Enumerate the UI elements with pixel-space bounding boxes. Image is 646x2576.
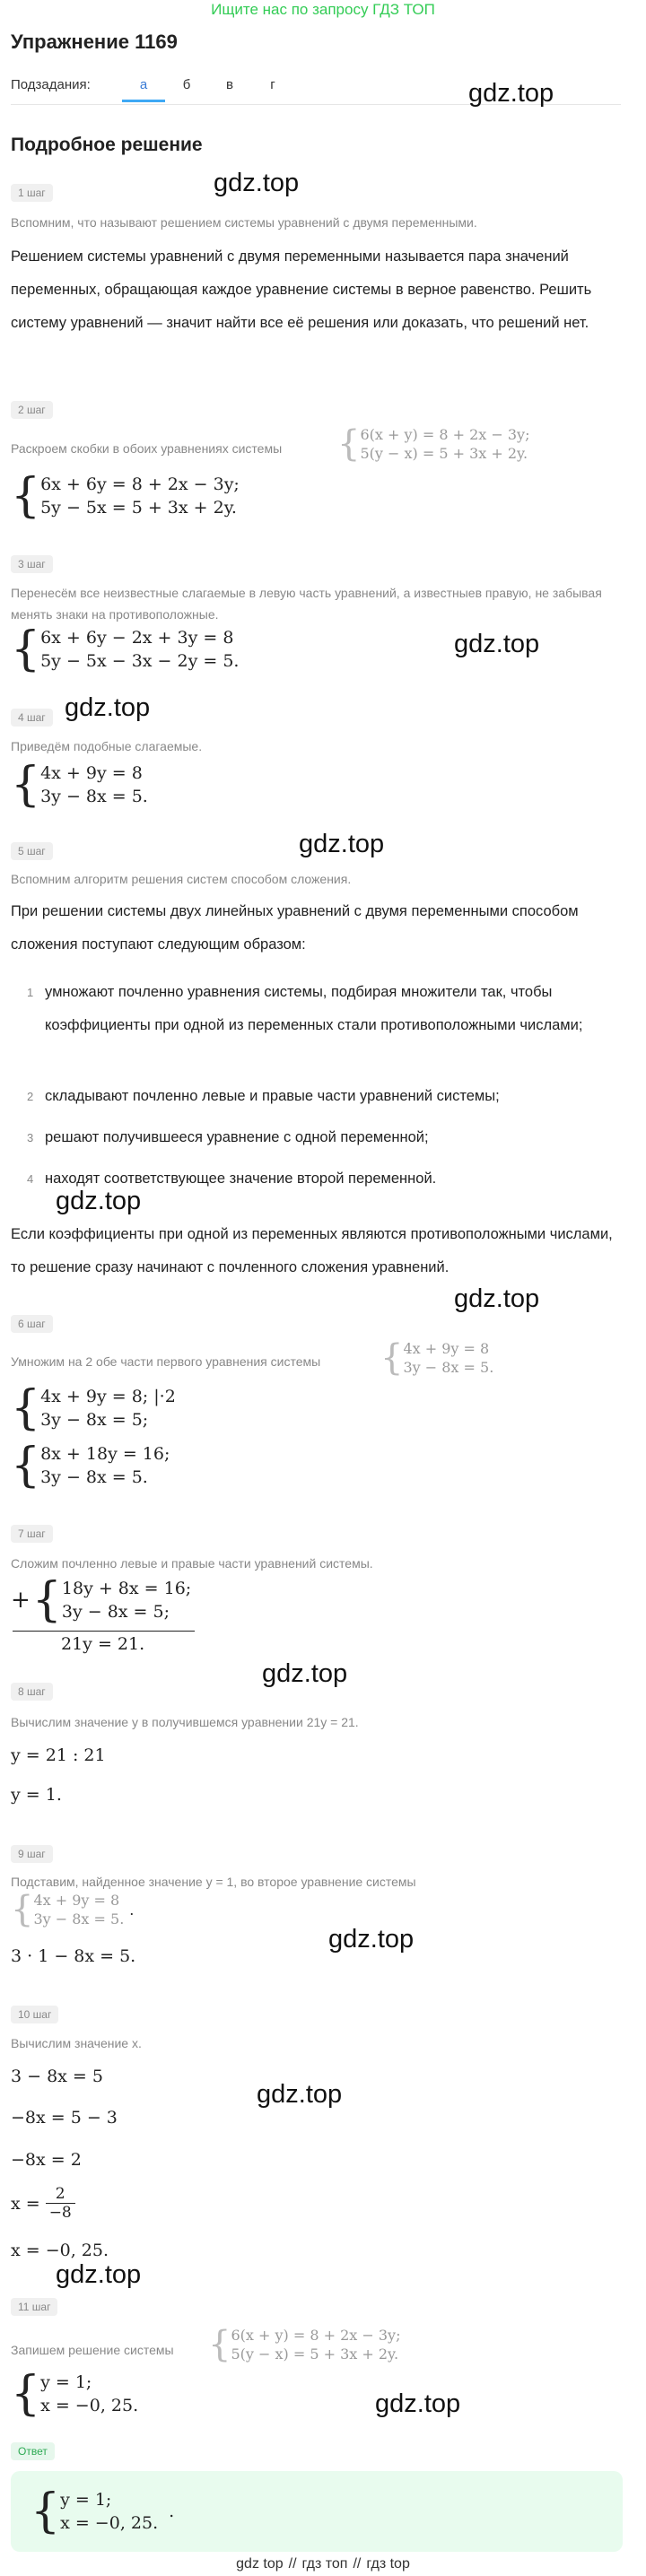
watermark: gdz.top: [299, 830, 385, 858]
step-badge: 3 шаг: [11, 555, 53, 573]
tab-a[interactable]: а: [122, 70, 165, 102]
step-badge: 2 шаг: [11, 401, 53, 419]
tab-g[interactable]: г: [270, 77, 275, 92]
result-system: { 8x + 18y = 16; 3y − 8x = 5.: [11, 1439, 170, 1493]
top-banner[interactable]: Ищите нас по запросу ГДЗ ТОП: [211, 1, 435, 18]
watermark: gdz.top: [375, 2389, 461, 2418]
step-badge: 9 шаг: [11, 1845, 53, 1863]
multiplied-system: { 4x + 9y = 8; |·2 3y − 8x = 5;: [11, 1381, 176, 1435]
given-system: { 4x + 9y = 8 3y − 8x = 5.: [380, 1337, 494, 1379]
equation-line: 3 − 8x = 5: [11, 2067, 103, 2086]
step-badge: 1 шаг: [11, 184, 53, 202]
watermark: gdz.top: [328, 1925, 415, 1954]
given-system: { 4x + 9y = 8 3y − 8x = 5. .: [11, 1889, 135, 1930]
solution-heading: Подробное решение: [11, 135, 203, 155]
step-hint: Запишем решение системы: [11, 2343, 174, 2357]
step-badge: 4 шаг: [11, 709, 53, 727]
equation-line: −8x = 5 − 3: [11, 2108, 118, 2128]
step-hint: Умножим на 2 обе части первого уравнения системы: [11, 1354, 321, 1369]
equation-line: y = 1.: [11, 1785, 62, 1805]
step-hint: Приведём подобные слагаемые.: [11, 739, 203, 753]
answer-badge: Ответ: [11, 2442, 55, 2460]
step-badge: 8 шаг: [11, 1683, 53, 1701]
equation-line: x = −0, 25.: [11, 2241, 109, 2260]
step-hint: Вычислим значение y в получившемся уравнении 21y = 21.: [11, 1715, 359, 1729]
solution-system: { y = 1; x = −0, 25.: [11, 2367, 139, 2421]
moved-system: { 6x + 6y − 2x + 3y = 8 5y − 5x − 3x − 2y = 5.: [11, 622, 240, 676]
step-hint: Перенесём все неизвестные слагаемые в левую часть уравнений, а известныев правую, не забывая менять знаки на противоположные.: [11, 586, 602, 622]
step-badge: 6 шаг: [11, 1315, 53, 1333]
step-hint: Сложим почленно левые и правые части уравнений системы.: [11, 1556, 373, 1571]
equation-line: y = 21 : 21: [11, 1745, 106, 1765]
page-title: Упражнение 1169: [11, 30, 178, 53]
subtasks-label: Подзадания:: [11, 77, 91, 92]
fraction-equation: x = $\frac{2}{-8}$: [11, 2185, 75, 2222]
step-hint: Вычислим значение x.: [11, 2036, 142, 2050]
expanded-system: { 6x + 6y = 8 + 2x − 3y; 5y − 5x = 5 + 3x + 2y.: [11, 469, 240, 523]
step-badge: 5 шаг: [11, 842, 53, 860]
tab-b[interactable]: б: [182, 77, 191, 92]
sum-result: 21y = 21.: [61, 1634, 145, 1654]
watermark: gdz.top: [56, 2260, 142, 2289]
footer-link[interactable]: гдз top: [366, 2556, 410, 2572]
footer-link[interactable]: гдз топ: [301, 2556, 348, 2572]
definition-text: Решением системы уравнений с двумя переменными называется пара значений переменных, обращающая каждое уравнение системы в верное равенство. Решить систему уравнений — значит найти все её решения или доказать, что решений нет.: [11, 248, 592, 331]
given-system: { 6(x + y) = 8 + 2x − 3y; 5(y − x) = 5 + 3x + 2y.: [337, 423, 530, 465]
footer-links: gdz top // гдз топ // гдз top: [236, 2556, 410, 2572]
step-hint: Подставим, найденное значение y = 1, во второе уравнение системы: [11, 1875, 416, 1889]
given-system: { 6(x + y) = 8 + 2x − 3y; 5(y − x) = 5 + 3x + 2y.: [208, 2324, 401, 2365]
step-hint: Вспомним алгоритм решения систем способом сложения.: [11, 872, 352, 886]
equation-line: −8x = 2: [11, 2150, 82, 2170]
algorithm-intro: При решении системы двух линейных уравнений с двумя переменными способом сложения поступают следующим образом:: [11, 903, 579, 953]
answer-system: { y = 1; x = −0, 25. .: [31, 2485, 175, 2538]
footer-link[interactable]: gdz top: [236, 2556, 284, 2572]
sum-line: [13, 1631, 195, 1632]
watermark: gdz.top: [468, 79, 554, 108]
watermark: gdz.top: [214, 169, 300, 197]
subtasks-tabs: [122, 70, 294, 102]
algorithm-outro: Если коэффициенты при одной из переменных являются противоположными числами, то решение сразу начинают с почленного сложения уравнений.: [11, 1226, 613, 1275]
step-hint: Вспомним, что называют решением системы уравнений с двумя переменными.: [11, 215, 477, 230]
tab-v[interactable]: в: [226, 77, 233, 92]
watermark: gdz.top: [56, 1187, 142, 1215]
watermark: gdz.top: [454, 630, 540, 658]
addition-system: + { 18y + 8x = 16; 3y − 8x = 5;: [11, 1573, 192, 1627]
step-badge: 11 шаг: [11, 2298, 57, 2316]
answer-box: [11, 2471, 623, 2552]
watermark: gdz.top: [262, 1659, 348, 1688]
watermark: gdz.top: [257, 2080, 343, 2109]
equation-line: 3 · 1 − 8x = 5.: [11, 1946, 136, 1966]
watermark: gdz.top: [65, 693, 151, 722]
step-badge: 7 шаг: [11, 1525, 53, 1543]
simplified-system: { 4x + 9y = 8 3y − 8x = 5.: [11, 758, 148, 812]
watermark: gdz.top: [454, 1284, 540, 1313]
step-hint: Раскроем скобки в обоих уравнениях системы: [11, 441, 283, 456]
step-badge: 10 шаг: [11, 2006, 58, 2023]
